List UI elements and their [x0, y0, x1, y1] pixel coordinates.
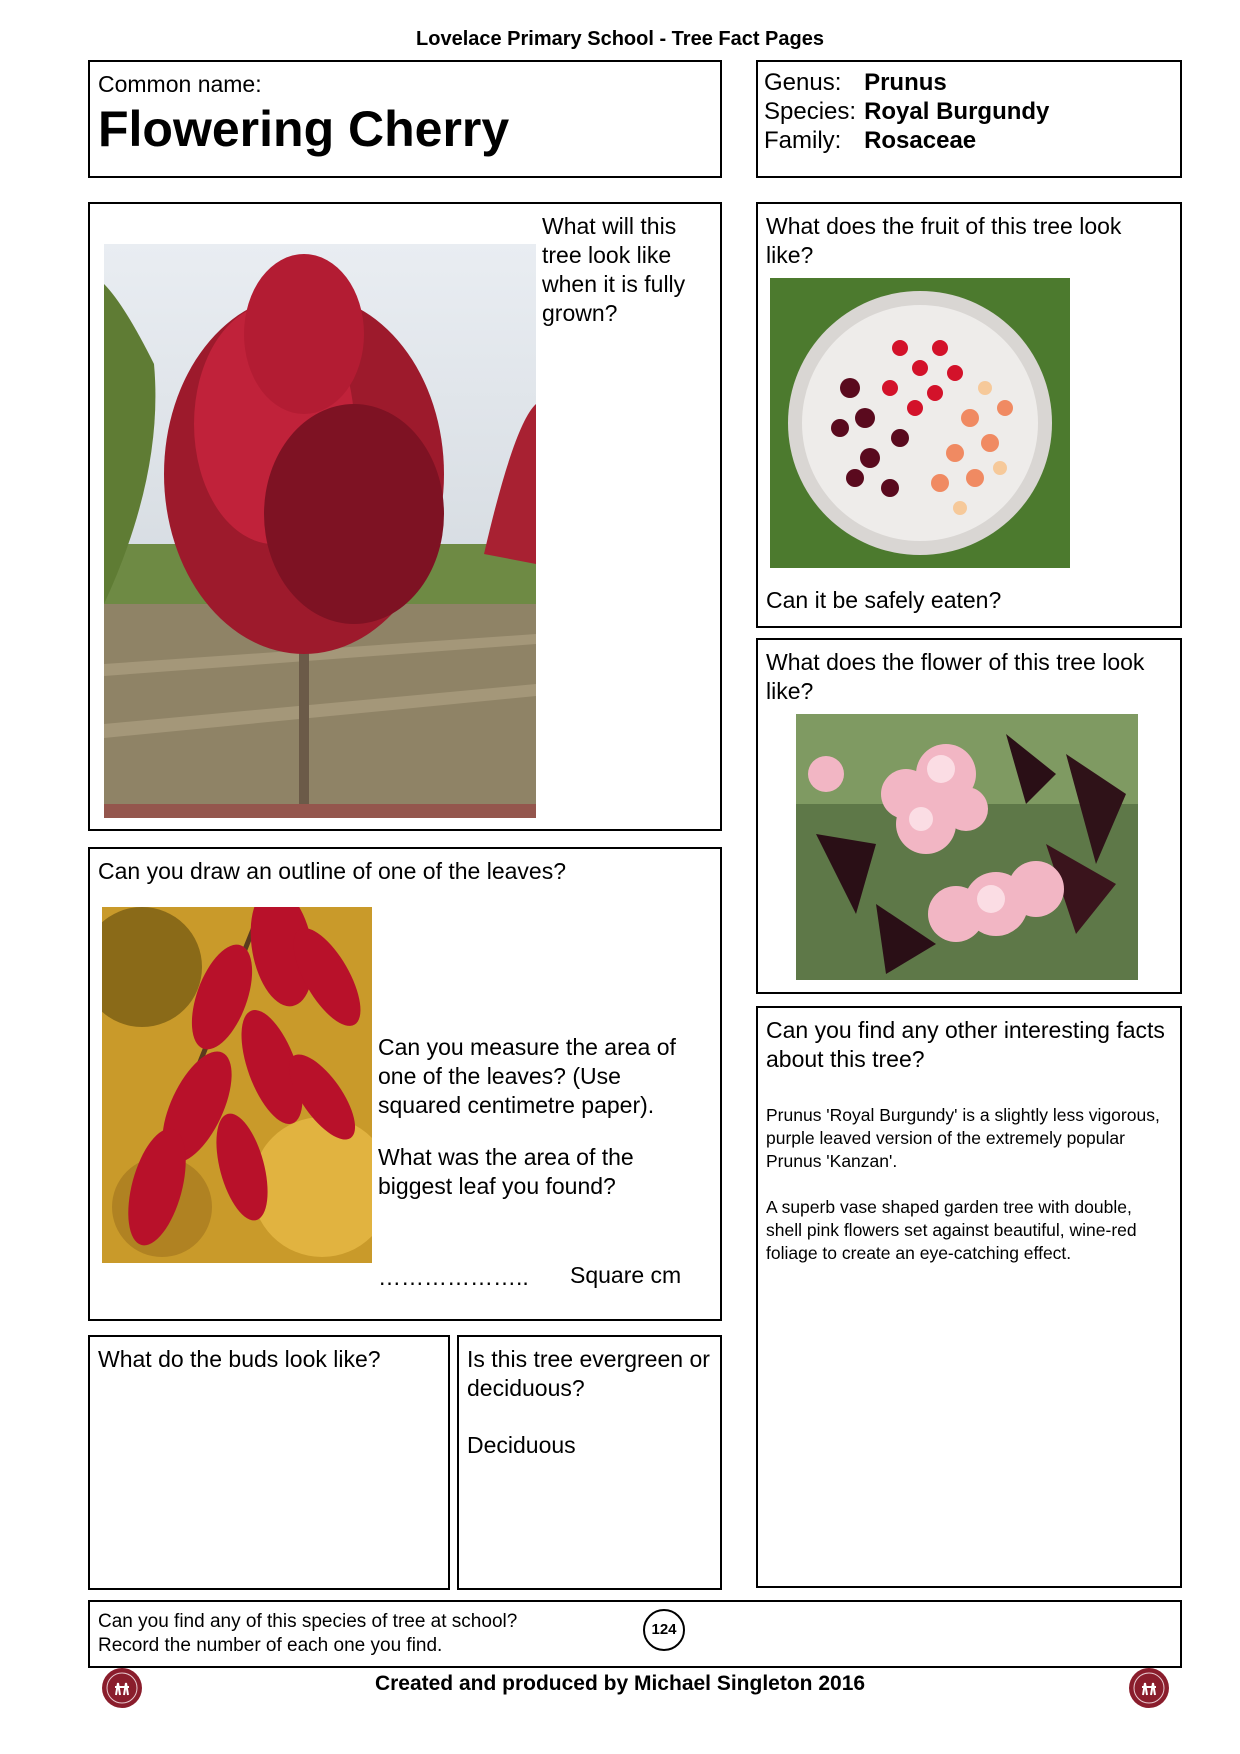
fact-paragraph-1: Prunus 'Royal Burgundy' is a slightly less vigorous, purple leaved version of the extremely popular Prunus 'Kanzan'. [766, 1105, 1160, 1171]
leaf-box [88, 847, 722, 1321]
genus-value: Prunus [864, 69, 947, 96]
flower-box [756, 638, 1182, 994]
fruit-question: What does the fruit of this tree look like? [766, 213, 1122, 268]
family-label: Family: [764, 127, 842, 154]
tree-box [88, 202, 722, 831]
buds-box [88, 1335, 450, 1590]
evergreen-answer: Deciduous [467, 1432, 576, 1458]
page-number: 124 [651, 1621, 677, 1638]
fruit-photo [770, 278, 1070, 568]
page-number-badge [643, 1609, 685, 1651]
common-name: Flowering Cherry [98, 101, 510, 157]
leaf-photo [102, 907, 372, 1263]
fact-paragraph-2: A superb vase shaped garden tree with double, shell pink flowers set against beautiful, wine-red foliage to create an eye-catching effect. [766, 1197, 1137, 1263]
tree-question: What will this tree look like when it is fully grown? [542, 213, 686, 326]
leaf-area-question: What was the area of the biggest leaf you found? [378, 1144, 634, 1199]
school-logo-right [1128, 1667, 1170, 1709]
tree-photo [104, 244, 536, 818]
school-logo-left [101, 1667, 143, 1709]
facts-question: Can you find any other interesting facts about this tree? [766, 1017, 1165, 1072]
evergreen-question: Is this tree evergreen or deciduous? [467, 1346, 710, 1401]
leaf-measure-question: Can you measure the area of one of the leaves? (Use squared centimetre paper). [378, 1034, 676, 1118]
evergreen-box [457, 1335, 722, 1590]
flower-question: What does the flower of this tree look like? [766, 649, 1145, 704]
taxonomy-box [756, 60, 1182, 178]
leaf-outline-question: Can you draw an outline of one of the leaves? [98, 858, 566, 884]
school-instruction: Record the number of each one you find. [98, 1635, 443, 1656]
fruit-box [756, 202, 1182, 628]
common-name-box [88, 60, 722, 178]
footer-credit: Created and produced by Michael Singleton 2016 [374, 1672, 866, 1695]
common-name-label: Common name: [98, 71, 262, 97]
leaf-area-unit: Square cm [570, 1262, 682, 1288]
family-value: Rosaceae [864, 127, 977, 154]
leaf-area-answer-line[interactable]: ……………….. [378, 1264, 529, 1290]
school-count-box [88, 1600, 1182, 1668]
flower-photo [796, 714, 1138, 980]
page-header: Lovelace Primary School - Tree Fact Pages [416, 28, 824, 50]
genus-label: Genus: [764, 69, 842, 96]
species-value: Royal Burgundy [864, 98, 1050, 125]
school-question: Can you find any of this species of tree at school? [98, 1611, 518, 1632]
species-label: Species: [764, 98, 857, 125]
facts-box [756, 1006, 1182, 1588]
buds-question: What do the buds look like? [98, 1346, 381, 1372]
fruit-edible-question: Can it be safely eaten? [766, 587, 1002, 613]
